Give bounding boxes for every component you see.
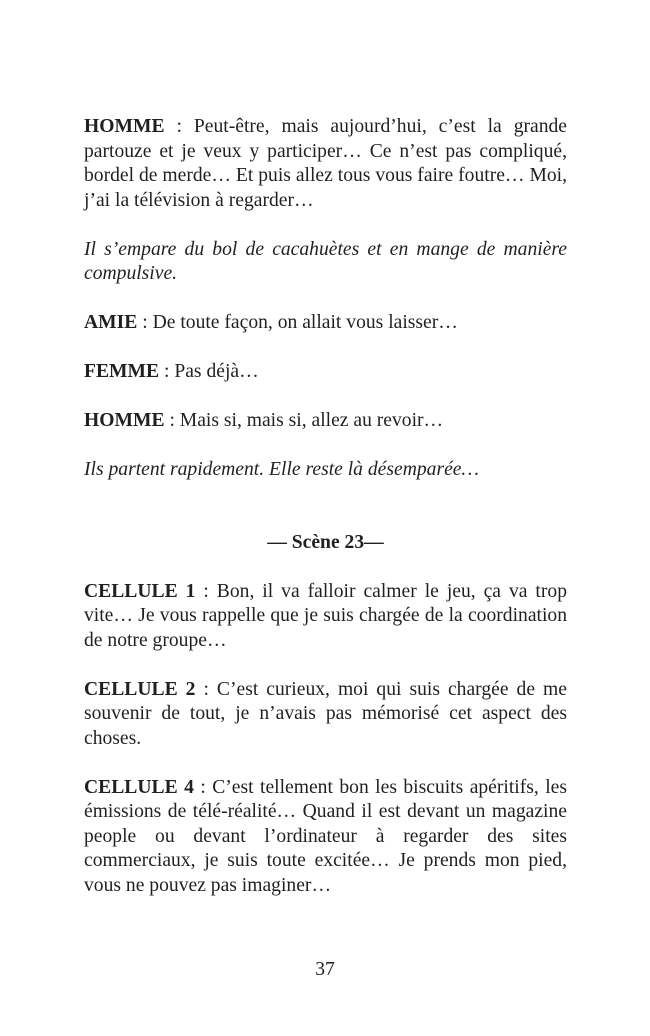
dialogue-text: : C’est curieux, moi qui suis chargée de me souvenir de tout, je n’avais pas mémorisé cet aspect des choses. [84,678,567,749]
dialogue-line-cellule-1 [84,580,567,654]
page-body [84,115,567,923]
page-number: 37 [315,959,335,980]
dialogue-line-cellule-2 [84,678,567,752]
speaker-name: CELLULE 4 [84,776,194,798]
dialogue-line-homme [84,409,567,434]
dialogue-line-femme [84,360,567,385]
speaker-name: FEMME [84,361,160,382]
dialogue-line-cellule-4 [84,776,567,899]
dialogue-line-amie [84,311,567,336]
dialogue-text: : Pas déjà… [159,361,259,382]
dialogue-text: : Peut-être, mais aujourd’hui, c’est la grande partouze et je veux y participer… Ce n’est pas compliqué, bordel de merde… Et puis allez tous vous faire foutre… Moi, j’ai la télévision à regarder… [84,116,567,211]
speaker-name: HOMME [84,116,165,137]
speaker-name: HOMME [84,410,165,431]
dialogue-text: : C’est tellement bon les biscuits apéritifs, les émissions de télé-réalité… Quand il est devant un magazine people ou devant l’ordinateur à regarder des sites commerciaux, je suis toute excitée… Je prends mon pied, vous ne pouvez pas imaginer… [84,776,567,896]
dialogue-text: : Bon, il va falloir calmer le jeu, ça va trop vite… Je vous rappelle que je suis chargée de la coordination de notre groupe… [84,580,567,651]
scene-heading: — Scène 23— [267,531,384,553]
stage-direction: Il s’empare du bol de cacahuètes et en mange de manière compulsive. [84,238,567,284]
dialogue-line-homme [84,115,567,213]
dialogue-text: : Mais si, mais si, allez au revoir… [164,410,444,431]
stage-direction: Ils partent rapidement. Elle reste là désemparée… [84,459,479,480]
speaker-name: AMIE [84,312,138,333]
speaker-name: CELLULE 1 [84,580,196,602]
speaker-name: CELLULE 2 [84,678,196,700]
dialogue-text: : De toute façon, on allait vous laisser… [137,312,458,333]
